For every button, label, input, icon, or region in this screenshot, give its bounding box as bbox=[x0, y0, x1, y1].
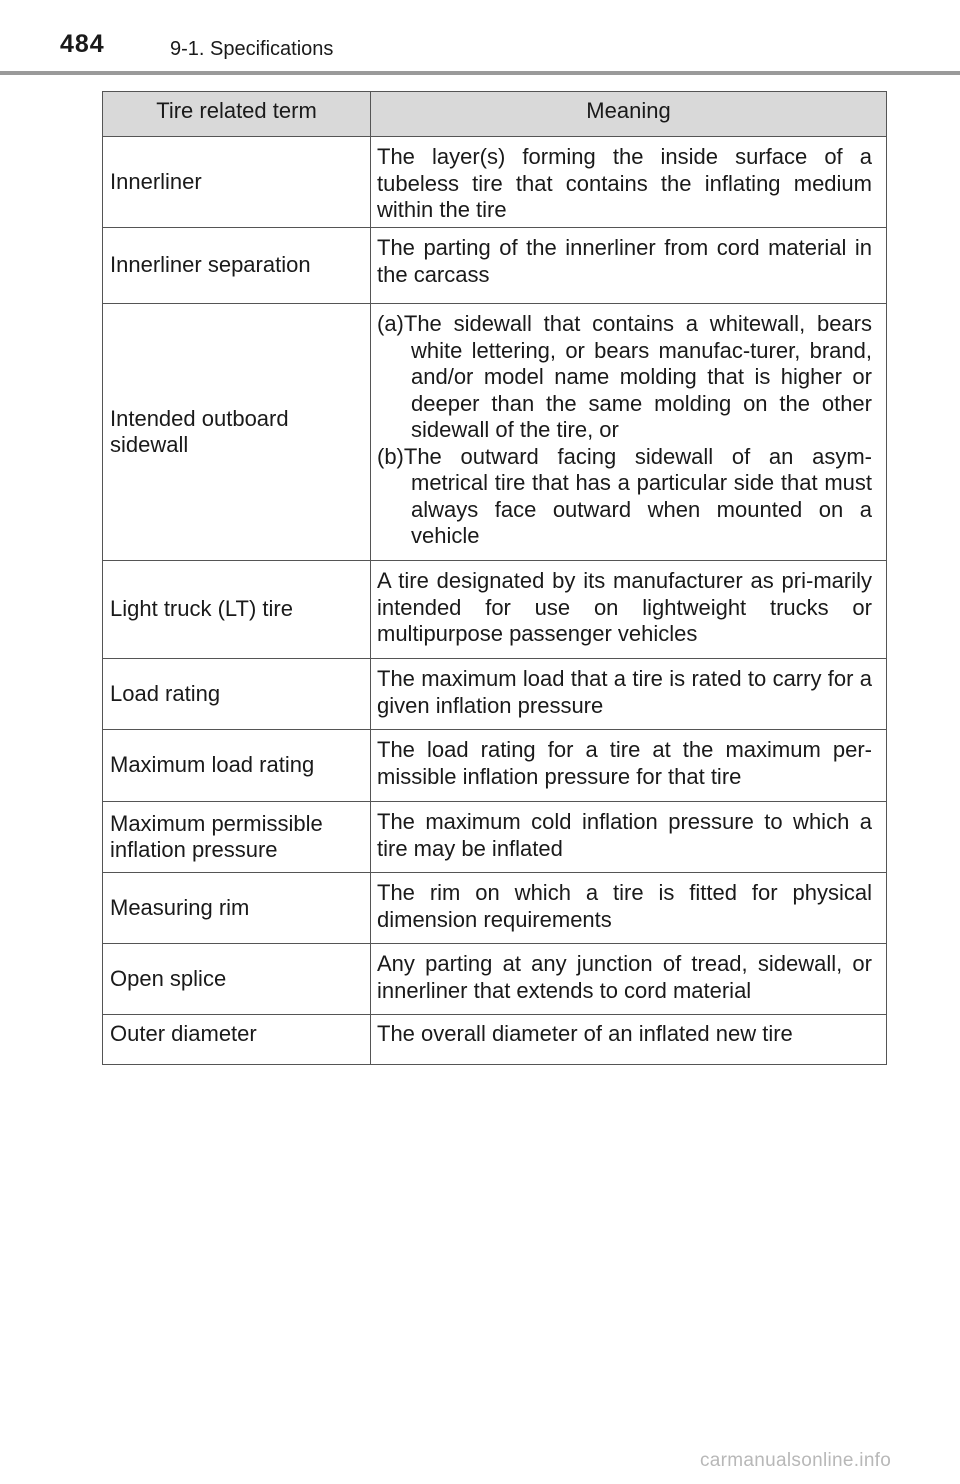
meaning-cell bbox=[371, 137, 887, 228]
meaning-text: The maximum cold inflation pressure to which a tire may be inflated bbox=[377, 809, 872, 861]
section-title: 9-1. Specifications bbox=[170, 38, 334, 60]
meaning-text: A tire designated by its manufacturer as pri-marily intended for use on lightweight trucks or multipurpose passenger vehicles bbox=[377, 568, 872, 646]
column-header-term: Tire related term bbox=[103, 92, 371, 137]
header-rule bbox=[0, 71, 960, 75]
term-cell: Outer diameter bbox=[103, 1015, 371, 1065]
term-cell: Intended outboard sidewall bbox=[103, 304, 371, 561]
term-cell: Light truck (LT) tire bbox=[103, 561, 371, 659]
table-row bbox=[103, 137, 887, 228]
meaning-text: The rim on which a tire is fitted for physical dimension requirements bbox=[377, 880, 872, 932]
page-header bbox=[0, 0, 960, 72]
table-row bbox=[103, 228, 887, 304]
term-cell: Maximum permissible inflation pressure bbox=[103, 802, 371, 873]
table-row bbox=[103, 873, 887, 944]
table-header-row bbox=[103, 92, 887, 137]
table-row bbox=[103, 730, 887, 802]
meaning-text: The maximum load that a tire is rated to carry for a given inflation pressure bbox=[377, 666, 872, 718]
tire-terms-table bbox=[102, 91, 887, 1065]
meaning-list-item: (a)The sidewall that contains a whitewall, bears white lettering, or bears manufac-turer, brand, and/or model name molding that is higher or deeper than the same molding on the other sidewall of the tire, or bbox=[377, 311, 872, 442]
column-header-meaning: Meaning bbox=[371, 92, 887, 137]
term-cell: Innerliner bbox=[103, 137, 371, 228]
table-row bbox=[103, 944, 887, 1015]
meaning-cell bbox=[371, 730, 887, 802]
meaning-text bbox=[377, 304, 872, 550]
term-cell: Maximum load rating bbox=[103, 730, 371, 802]
meaning-cell bbox=[371, 944, 887, 1015]
meaning-text: The layer(s) forming the inside surface of a tubeless tire that contains the inflating medium within the tire bbox=[377, 144, 872, 222]
meaning-text: The parting of the innerliner from cord material in the carcass bbox=[377, 235, 872, 287]
meaning-cell bbox=[371, 873, 887, 944]
table-row bbox=[103, 1015, 887, 1065]
meaning-cell bbox=[371, 561, 887, 659]
meaning-cell bbox=[371, 228, 887, 304]
table-row bbox=[103, 561, 887, 659]
meaning-cell bbox=[371, 659, 887, 730]
term-cell: Load rating bbox=[103, 659, 371, 730]
meaning-text: The load rating for a tire at the maximum per-missible inflation pressure for that tire bbox=[377, 737, 872, 789]
meaning-cell bbox=[371, 1015, 887, 1065]
meaning-text: Any parting at any junction of tread, sidewall, or innerliner that extends to cord material bbox=[377, 951, 872, 1003]
meaning-list bbox=[377, 311, 872, 550]
meaning-cell bbox=[371, 802, 887, 873]
watermark: carmanualsonline.info bbox=[700, 1450, 892, 1471]
meaning-text: The overall diameter of an inflated new tire bbox=[377, 1021, 793, 1046]
table-row bbox=[103, 659, 887, 730]
term-cell: Open splice bbox=[103, 944, 371, 1015]
table-row bbox=[103, 802, 887, 873]
term-cell: Measuring rim bbox=[103, 873, 371, 944]
meaning-cell bbox=[371, 304, 887, 561]
table-row bbox=[103, 304, 887, 561]
term-cell: Innerliner separation bbox=[103, 228, 371, 304]
meaning-list-item: (b)The outward facing sidewall of an asym-metrical tire that has a particular side that must always face outward when mounted on a vehicle bbox=[377, 443, 872, 548]
page-number: 484 bbox=[60, 30, 105, 58]
